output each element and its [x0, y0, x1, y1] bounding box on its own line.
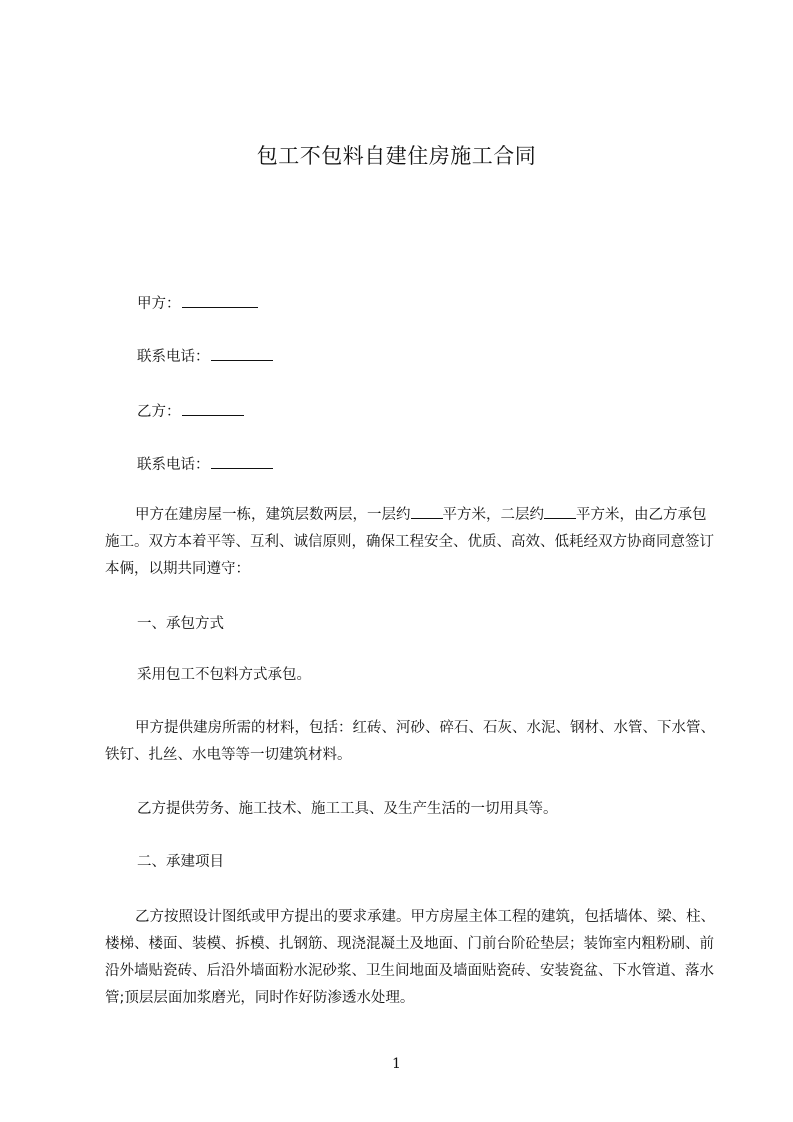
party-a-phone-field — [137, 345, 273, 366]
section1-paragraph-1: 采用包工不包料方式承包。 — [137, 667, 311, 683]
party-a-label: 甲方： — [137, 296, 181, 312]
section1-heading: 一、承包方式 — [137, 616, 224, 632]
intro-paragraph — [105, 502, 715, 583]
section1-paragraph-3: 乙方提供劳务、施工技术、施工工具、及生产生活的一切用具等。 — [137, 801, 558, 817]
section1-paragraph-2: 甲方提供建房所需的材料，包括：红砖、河砂、碎石、石灰、水泥、钢材、水管、下水管、铁钉、扎丝、水电等等一切建筑材料。 — [105, 720, 715, 763]
party-b-phone-blank — [211, 454, 273, 469]
intro-part2: 平方米，二层约 — [442, 507, 544, 523]
floor1-area-blank — [411, 504, 443, 519]
party-b-label: 乙方： — [137, 404, 181, 420]
party-a-phone-label: 联系电话： — [137, 349, 210, 365]
intro-part3: 平方米，由乙方承包施工。双方本着平等、互利、诚信原则，确保工程安全、优质、高效、低耗经双方协商同意签订本俩，以期共同遵守： — [105, 507, 714, 577]
document-title: 包工不包料自建住房施工合同 — [256, 144, 537, 168]
party-b-phone-label: 联系电话： — [137, 457, 210, 473]
page-number: 1 — [392, 1056, 401, 1072]
party-a-field — [137, 292, 258, 313]
party-b-phone-field — [137, 453, 273, 474]
party-a-phone-blank — [211, 346, 273, 361]
party-a-blank — [182, 293, 258, 308]
intro-part1: 甲方在建房屋一栋，建筑层数两层，一层约 — [135, 507, 411, 523]
party-b-field — [137, 400, 244, 421]
section2-heading: 二、承建项目 — [137, 854, 224, 870]
section2-paragraph-1: 乙方按照设计图纸或甲方提出的要求承建。甲方房屋主体工程的建筑，包括墙体、梁、柱、楼梯、楼面、装模、拆模、扎钢筋、现浇混凝土及地面、门前台阶砼垫层；装饰室内粗粉刷、前沿外墙贴瓷砖、后沿外墙面粉水泥砂浆、卫生间地面及墙面贴瓷砖、安装瓷盆、下水管道、落水管;顶层层面加浆磨光，同时作好防渗透水处理。 — [105, 909, 715, 1006]
floor2-area-blank — [544, 504, 576, 519]
party-b-blank — [182, 401, 244, 416]
